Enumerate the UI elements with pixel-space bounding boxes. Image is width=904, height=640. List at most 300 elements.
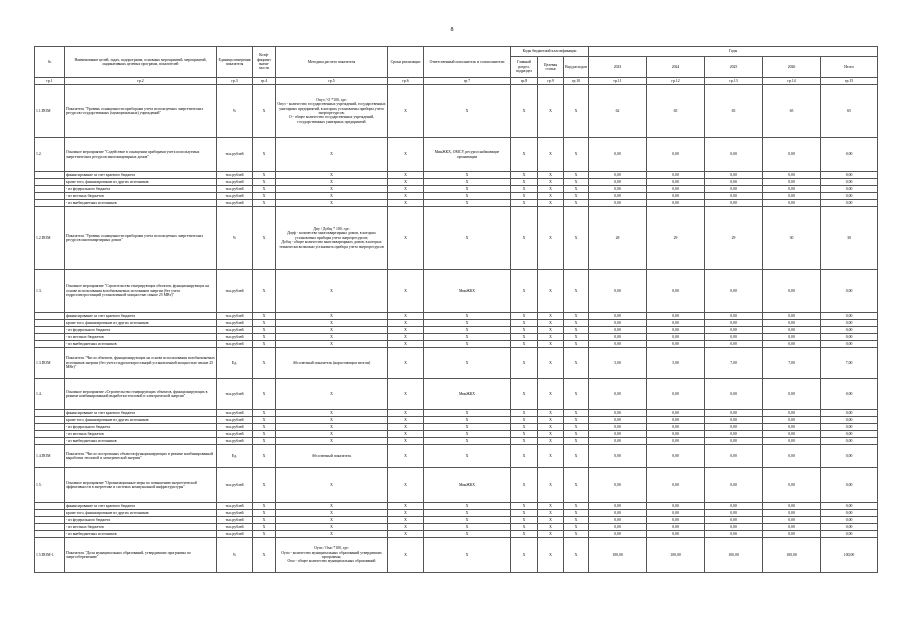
table-subrow bbox=[35, 524, 878, 531]
row-terms: X bbox=[388, 85, 424, 138]
table-subrow bbox=[35, 320, 878, 327]
row-responsible: X bbox=[424, 179, 511, 186]
row-main-section: X bbox=[511, 193, 538, 200]
row-value-2024: 0,00 bbox=[647, 524, 705, 531]
row-name: кроме того, финансирование из других источников: bbox=[65, 510, 217, 517]
row-target-article: X bbox=[538, 270, 564, 313]
row-main-section: X bbox=[511, 179, 538, 186]
row-responsible: X bbox=[424, 320, 511, 327]
row-target-article: X bbox=[538, 431, 564, 438]
row-value-total: 0,00 bbox=[821, 200, 878, 207]
row-value-2024: 0,00 bbox=[647, 424, 705, 431]
table-subrow bbox=[35, 438, 878, 445]
row-value-2025: 7,00 bbox=[705, 348, 763, 379]
row-value-total: 0,00 bbox=[821, 417, 878, 424]
row-target-article: X bbox=[538, 517, 564, 524]
row-main-section: X bbox=[511, 320, 538, 327]
row-unit: тыс.рублей bbox=[217, 410, 253, 417]
row-value-2025: 0,00 bbox=[705, 186, 763, 193]
row-value-2023: 62 bbox=[589, 85, 647, 138]
row-main-section: X bbox=[511, 445, 538, 468]
header-year-2026: 2026 bbox=[763, 57, 821, 78]
row-value-2025: 29 bbox=[705, 207, 763, 270]
row-expense-type: X bbox=[564, 379, 589, 410]
row-coefficient: X bbox=[253, 348, 276, 379]
header-row-1 bbox=[35, 47, 878, 57]
row-unit: тыс.рублей bbox=[217, 438, 253, 445]
table-subrow bbox=[35, 510, 878, 517]
column-number: гр.7 bbox=[424, 78, 511, 85]
row-name: кроме того, финансирование из других источников: bbox=[65, 179, 217, 186]
row-value-2024: 0,00 bbox=[647, 313, 705, 320]
row-method: X bbox=[276, 186, 388, 193]
column-number: гр.5 bbox=[276, 78, 388, 85]
row-responsible: X bbox=[424, 313, 511, 320]
row-value-2025: 0,00 bbox=[705, 424, 763, 431]
table-subrow bbox=[35, 424, 878, 431]
row-responsible: X bbox=[424, 85, 511, 138]
row-expense-type: X bbox=[564, 320, 589, 327]
row-value-2025: 0,00 bbox=[705, 417, 763, 424]
row-unit: тыс.рублей bbox=[217, 517, 253, 524]
row-coefficient: X bbox=[253, 313, 276, 320]
row-main-section: X bbox=[511, 424, 538, 431]
row-main-section: X bbox=[511, 531, 538, 538]
row-value-total: 7,00 bbox=[821, 348, 878, 379]
row-expense-type: X bbox=[564, 468, 589, 503]
row-unit: тыс.рублей bbox=[217, 320, 253, 327]
row-number bbox=[35, 172, 65, 179]
row-name: финансирование за счет краевого бюджета bbox=[65, 410, 217, 417]
table-row bbox=[35, 85, 878, 138]
row-value-2024: 5,00 bbox=[647, 348, 705, 379]
row-expense-type: X bbox=[564, 270, 589, 313]
table-row bbox=[35, 138, 878, 172]
row-target-article: X bbox=[538, 538, 564, 573]
row-unit: тыс.рублей bbox=[217, 179, 253, 186]
row-value-total: 0,00 bbox=[821, 424, 878, 431]
row-main-section: X bbox=[511, 503, 538, 510]
row-number: 1.3.ПОМ bbox=[35, 348, 65, 379]
row-number bbox=[35, 327, 65, 334]
row-value-total: 0,00 bbox=[821, 410, 878, 417]
row-value-2023: 0,00 bbox=[589, 379, 647, 410]
row-unit: тыс.рублей bbox=[217, 431, 253, 438]
row-value-2023: 0,00 bbox=[589, 531, 647, 538]
row-value-2026: 0,00 bbox=[763, 200, 821, 207]
row-name: - из федерального бюджета bbox=[65, 517, 217, 524]
row-value-2024: 0,00 bbox=[647, 510, 705, 517]
row-main-section: X bbox=[511, 186, 538, 193]
row-target-article: X bbox=[538, 85, 564, 138]
row-main-section: X bbox=[511, 327, 538, 334]
row-responsible: X bbox=[424, 438, 511, 445]
row-value-2023: 28 bbox=[589, 207, 647, 270]
row-value-2024: 65 bbox=[647, 85, 705, 138]
row-target-article: X bbox=[538, 348, 564, 379]
column-number: гр.11 bbox=[589, 78, 647, 85]
row-value-total: 0,00 bbox=[821, 468, 878, 503]
row-unit: тыс.рублей bbox=[217, 417, 253, 424]
row-value-total: 0,00 bbox=[821, 313, 878, 320]
row-target-article: X bbox=[538, 179, 564, 186]
row-unit: тыс.рублей bbox=[217, 172, 253, 179]
row-coefficient: X bbox=[253, 468, 276, 503]
column-number: гр.13 bbox=[705, 78, 763, 85]
table-subrow bbox=[35, 410, 878, 417]
row-coefficient: X bbox=[253, 503, 276, 510]
header-total: Итого bbox=[821, 57, 878, 78]
row-value-2026: 0,00 bbox=[763, 313, 821, 320]
row-method: X bbox=[276, 327, 388, 334]
row-value-2024: 0,00 bbox=[647, 193, 705, 200]
row-value-2025: 0,00 bbox=[705, 524, 763, 531]
row-name: Основное мероприятие "Организационные меры по повышению энергетической эффективности в энергетике и системах коммунальной инфраструктуры" bbox=[65, 468, 217, 503]
row-responsible: МинЖКХ bbox=[424, 468, 511, 503]
row-method: X bbox=[276, 200, 388, 207]
row-responsible: МинЖКХ, ОМСУ, ресурсоснабжающие организации bbox=[424, 138, 511, 172]
row-unit: тыс.рублей bbox=[217, 186, 253, 193]
row-method: X bbox=[276, 524, 388, 531]
row-terms: X bbox=[388, 410, 424, 417]
row-coefficient: X bbox=[253, 524, 276, 531]
row-value-2024: 0,00 bbox=[647, 179, 705, 186]
row-value-total: 0,00 bbox=[821, 193, 878, 200]
row-value-total: 100,00 bbox=[821, 538, 878, 573]
row-expense-type: X bbox=[564, 417, 589, 424]
row-value-2023: 0,00 bbox=[589, 334, 647, 341]
row-terms: X bbox=[388, 138, 424, 172]
row-name: - из федерального бюджета bbox=[65, 327, 217, 334]
table-subrow bbox=[35, 417, 878, 424]
row-value-2026: 0,00 bbox=[763, 510, 821, 517]
row-terms: X bbox=[388, 379, 424, 410]
row-target-article: X bbox=[538, 424, 564, 431]
row-unit: тыс.рублей bbox=[217, 524, 253, 531]
row-number: 1.5. bbox=[35, 468, 65, 503]
table-subrow bbox=[35, 327, 878, 334]
row-main-section: X bbox=[511, 417, 538, 424]
row-expense-type: X bbox=[564, 517, 589, 524]
row-value-total: 0,00 bbox=[821, 172, 878, 179]
table-subrow bbox=[35, 193, 878, 200]
table-subrow bbox=[35, 200, 878, 207]
row-value-2023: 100,00 bbox=[589, 538, 647, 573]
row-name: Основное мероприятие "Строительство генерирующих объектов, функционирующих на основе использования возобновляемых источников энергии (без учета гидроэлектростанций установленной мощностью свыше 25 МВт)" bbox=[65, 270, 217, 313]
row-responsible: X bbox=[424, 327, 511, 334]
row-value-2025: 0,00 bbox=[705, 334, 763, 341]
row-responsible: X bbox=[424, 410, 511, 417]
row-responsible: X bbox=[424, 503, 511, 510]
row-coefficient: X bbox=[253, 207, 276, 270]
column-number: гр.6 bbox=[388, 78, 424, 85]
row-value-total: 0,00 bbox=[821, 179, 878, 186]
row-value-2026: 0,00 bbox=[763, 531, 821, 538]
row-main-section: X bbox=[511, 517, 538, 524]
row-value-total: 0,00 bbox=[821, 270, 878, 313]
row-value-2026: 0,00 bbox=[763, 431, 821, 438]
row-number bbox=[35, 410, 65, 417]
row-terms: X bbox=[388, 313, 424, 320]
row-value-2026: 0,00 bbox=[763, 524, 821, 531]
row-number: 1.5.ПОМ-1 bbox=[35, 538, 65, 573]
row-value-total: 30 bbox=[821, 207, 878, 270]
row-number bbox=[35, 510, 65, 517]
row-responsible: МинЖКХ bbox=[424, 270, 511, 313]
row-coefficient: X bbox=[253, 341, 276, 348]
row-target-article: X bbox=[538, 327, 564, 334]
row-expense-type: X bbox=[564, 510, 589, 517]
row-terms: X bbox=[388, 327, 424, 334]
row-coefficient: X bbox=[253, 438, 276, 445]
row-value-2025: 0,00 bbox=[705, 200, 763, 207]
row-terms: X bbox=[388, 524, 424, 531]
row-value-2025: 0,00 bbox=[705, 438, 763, 445]
row-terms: X bbox=[388, 468, 424, 503]
row-value-2023: 0,00 bbox=[589, 200, 647, 207]
row-terms: X bbox=[388, 424, 424, 431]
row-value-2024: 0,00 bbox=[647, 186, 705, 193]
header-method: Методика расчета показателя bbox=[276, 47, 388, 78]
row-value-2024: 0,00 bbox=[647, 341, 705, 348]
row-unit: тыс.рублей bbox=[217, 138, 253, 172]
row-value-total: 0,00 bbox=[821, 524, 878, 531]
row-value-2024: 0,00 bbox=[647, 410, 705, 417]
column-number: гр.15 bbox=[821, 78, 878, 85]
row-number bbox=[35, 179, 65, 186]
row-value-2023: 0,00 bbox=[589, 445, 647, 468]
row-responsible: X bbox=[424, 445, 511, 468]
table-subrow bbox=[35, 186, 878, 193]
row-unit: тыс.рублей bbox=[217, 531, 253, 538]
column-number-row bbox=[35, 78, 878, 85]
row-value-2025: 0,00 bbox=[705, 431, 763, 438]
row-responsible: X bbox=[424, 524, 511, 531]
row-method: X bbox=[276, 193, 388, 200]
row-name: - из внебюджетных источников bbox=[65, 438, 217, 445]
row-value-2025: 0,00 bbox=[705, 503, 763, 510]
row-coefficient: X bbox=[253, 517, 276, 524]
column-number: гр.4 bbox=[253, 78, 276, 85]
row-main-section: X bbox=[511, 334, 538, 341]
row-method: X bbox=[276, 313, 388, 320]
row-value-2024: 0,00 bbox=[647, 334, 705, 341]
row-expense-type: X bbox=[564, 207, 589, 270]
row-unit: тыс.рублей bbox=[217, 200, 253, 207]
row-value-2025: 0,00 bbox=[705, 179, 763, 186]
row-value-2024: 0,00 bbox=[647, 327, 705, 334]
row-unit: % bbox=[217, 85, 253, 138]
header-main-section: Главный раздел, подраздел bbox=[511, 57, 538, 78]
header-expense-type: Вид расходов bbox=[564, 57, 589, 78]
row-expense-type: X bbox=[564, 200, 589, 207]
row-value-2024: 0,00 bbox=[647, 320, 705, 327]
row-terms: X bbox=[388, 207, 424, 270]
row-target-article: X bbox=[538, 334, 564, 341]
table-row bbox=[35, 379, 878, 410]
row-number bbox=[35, 341, 65, 348]
row-target-article: X bbox=[538, 193, 564, 200]
row-value-2026: 0,00 bbox=[763, 179, 821, 186]
row-main-section: X bbox=[511, 410, 538, 417]
table-row bbox=[35, 538, 878, 573]
row-expense-type: X bbox=[564, 524, 589, 531]
row-number: 1.4. bbox=[35, 379, 65, 410]
row-value-2025: 0,00 bbox=[705, 445, 763, 468]
row-expense-type: X bbox=[564, 313, 589, 320]
row-method: X bbox=[276, 424, 388, 431]
row-value-2023: 0,00 bbox=[589, 410, 647, 417]
row-number bbox=[35, 517, 65, 524]
table-row bbox=[35, 468, 878, 503]
row-terms: X bbox=[388, 348, 424, 379]
row-name: - из местных бюджетов bbox=[65, 193, 217, 200]
header-unit: Единица измерения показателя bbox=[217, 47, 253, 78]
row-responsible: X bbox=[424, 531, 511, 538]
row-expense-type: X bbox=[564, 334, 589, 341]
row-coefficient: X bbox=[253, 327, 276, 334]
row-method: Опуэ / О *100, где: Опуэ - количество государственных учреждений, государственных унитарных предприятий, в которых установлены приборы учета энергоресурсов; О - общее количество государственных учреждений, государственных унитарных предприятий bbox=[276, 85, 388, 138]
row-name: Показатель "Число построенных объектов функционирующих в режиме комбинированной выработки тепловой и электрической энергии" bbox=[65, 445, 217, 468]
row-value-2023: 0,00 bbox=[589, 424, 647, 431]
row-responsible: X bbox=[424, 348, 511, 379]
row-method: Абсолютный показатель (нарастающим итогом) bbox=[276, 348, 388, 379]
row-value-2025: 65 bbox=[705, 85, 763, 138]
row-value-2025: 0,00 bbox=[705, 193, 763, 200]
row-number: 1.2.ПОМ bbox=[35, 207, 65, 270]
row-target-article: X bbox=[538, 172, 564, 179]
row-responsible: X bbox=[424, 431, 511, 438]
row-value-2025: 0,00 bbox=[705, 341, 763, 348]
row-method: X bbox=[276, 410, 388, 417]
row-name: - из местных бюджетов bbox=[65, 431, 217, 438]
row-main-section: X bbox=[511, 138, 538, 172]
row-method: X bbox=[276, 179, 388, 186]
row-number bbox=[35, 531, 65, 538]
row-expense-type: X bbox=[564, 327, 589, 334]
row-value-total: 0,00 bbox=[821, 334, 878, 341]
row-name: - из внебюджетных источников bbox=[65, 341, 217, 348]
row-name: - из внебюджетных источников bbox=[65, 200, 217, 207]
row-main-section: X bbox=[511, 510, 538, 517]
row-value-2024: 0,00 bbox=[647, 531, 705, 538]
row-main-section: X bbox=[511, 172, 538, 179]
row-main-section: X bbox=[511, 200, 538, 207]
row-number bbox=[35, 417, 65, 424]
row-value-2023: 0,00 bbox=[589, 517, 647, 524]
row-coefficient: X bbox=[253, 410, 276, 417]
row-target-article: X bbox=[538, 313, 564, 320]
table-subrow bbox=[35, 517, 878, 524]
row-value-2026: 0,00 bbox=[763, 193, 821, 200]
row-value-total: 0,00 bbox=[821, 510, 878, 517]
row-target-article: X bbox=[538, 207, 564, 270]
row-value-2026: 30 bbox=[763, 207, 821, 270]
row-value-2026: 0,00 bbox=[763, 517, 821, 524]
row-value-2025: 0,00 bbox=[705, 531, 763, 538]
row-target-article: X bbox=[538, 468, 564, 503]
row-value-2026: 0,00 bbox=[763, 445, 821, 468]
row-number: 1.2. bbox=[35, 138, 65, 172]
row-main-section: X bbox=[511, 431, 538, 438]
row-coefficient: X bbox=[253, 424, 276, 431]
table-body bbox=[35, 85, 878, 573]
row-unit: тыс.рублей bbox=[217, 334, 253, 341]
row-method: X bbox=[276, 503, 388, 510]
row-expense-type: X bbox=[564, 348, 589, 379]
column-number: гр.2 bbox=[65, 78, 217, 85]
row-terms: X bbox=[388, 538, 424, 573]
row-value-2025: 0,00 bbox=[705, 172, 763, 179]
table-subrow bbox=[35, 334, 878, 341]
row-value-2024: 0,00 bbox=[647, 172, 705, 179]
row-coefficient: X bbox=[253, 334, 276, 341]
row-main-section: X bbox=[511, 524, 538, 531]
row-value-2026: 100,00 bbox=[763, 538, 821, 573]
row-main-section: X bbox=[511, 313, 538, 320]
row-unit: тыс.рублей bbox=[217, 341, 253, 348]
row-number bbox=[35, 320, 65, 327]
row-target-article: X bbox=[538, 320, 564, 327]
header-years: Годы bbox=[589, 47, 878, 57]
row-expense-type: X bbox=[564, 445, 589, 468]
row-expense-type: X bbox=[564, 138, 589, 172]
table-subrow bbox=[35, 179, 878, 186]
row-value-2023: 0,00 bbox=[589, 503, 647, 510]
row-expense-type: X bbox=[564, 431, 589, 438]
row-value-2025: 0,00 bbox=[705, 327, 763, 334]
row-terms: X bbox=[388, 503, 424, 510]
row-coefficient: X bbox=[253, 200, 276, 207]
row-terms: X bbox=[388, 193, 424, 200]
row-value-2025: 0,00 bbox=[705, 270, 763, 313]
row-terms: X bbox=[388, 270, 424, 313]
row-value-2023: 0,00 bbox=[589, 172, 647, 179]
row-coefficient: X bbox=[253, 186, 276, 193]
row-value-2023: 0,00 bbox=[589, 468, 647, 503]
row-value-2023: 0,00 bbox=[589, 193, 647, 200]
row-value-2023: 0,00 bbox=[589, 186, 647, 193]
table-row bbox=[35, 445, 878, 468]
row-main-section: X bbox=[511, 341, 538, 348]
row-name: финансирование за счет краевого бюджета bbox=[65, 172, 217, 179]
row-method: X bbox=[276, 468, 388, 503]
row-value-2023: 0,00 bbox=[589, 417, 647, 424]
row-value-2026: 7,00 bbox=[763, 348, 821, 379]
row-expense-type: X bbox=[564, 438, 589, 445]
row-value-total: 0,00 bbox=[821, 531, 878, 538]
row-unit: тыс.рублей bbox=[217, 327, 253, 334]
row-expense-type: X bbox=[564, 503, 589, 510]
row-expense-type: X bbox=[564, 179, 589, 186]
row-responsible: X bbox=[424, 424, 511, 431]
row-coefficient: X bbox=[253, 320, 276, 327]
row-name: финансирование за счет краевого бюджета bbox=[65, 503, 217, 510]
column-number: гр.14 bbox=[763, 78, 821, 85]
row-method: Абсолютный показатель bbox=[276, 445, 388, 468]
row-method: X bbox=[276, 172, 388, 179]
row-expense-type: X bbox=[564, 410, 589, 417]
table-row bbox=[35, 270, 878, 313]
table-subrow bbox=[35, 503, 878, 510]
row-value-total: 65 bbox=[821, 85, 878, 138]
row-unit: тыс.рублей bbox=[217, 313, 253, 320]
row-main-section: X bbox=[511, 85, 538, 138]
row-value-2023: 0,00 bbox=[589, 431, 647, 438]
row-unit: % bbox=[217, 207, 253, 270]
column-number: гр.8 bbox=[511, 78, 538, 85]
row-value-2024: 0,00 bbox=[647, 200, 705, 207]
